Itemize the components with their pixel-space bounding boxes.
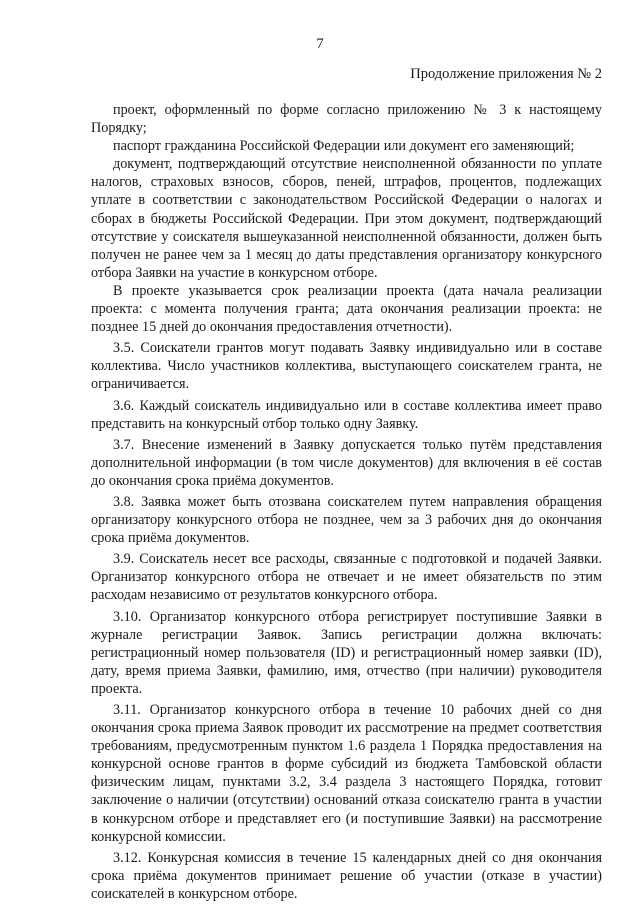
paragraph-3-5: 3.5. Соискатели грантов могут подавать Заявку индивидуально или в составе коллектива. Число участников коллектива, выступающего соискателем гранта, не ограничивается. <box>91 340 602 393</box>
paragraph-3-6: 3.6. Каждый соискатель индивидуально или в составе коллектива имеет право представить на конкурсный отбор только одну Заявку. <box>91 397 602 432</box>
paragraph-3-8: 3.8. Заявка может быть отозвана соискателем путем направления обращения организатору конкурсного отбора не позднее, чем за 3 рабочих дня до окончания срока приёма документов. <box>91 493 602 547</box>
paragraph-3-11: 3.11. Организатор конкурсного отбора в течение 10 рабочих дней со дня окончания срока приема Заявок проводит их рассмотрение на предмет соответствия требованиям, предусмотренным пунктом 1.6 раздела 1 Порядка предоставления на конкурсной основе грантов в форме субсидий из бюджета Тамбовской области физическим лицам, пунктами 3.2, 3.4 раздела 3 настоящего Порядка, готовит заключение о наличии (отсутствии) оснований отказа соискателю гранта в участии в конкурсном отборе и представляет его (и поступившие Заявки) на рассмотрение конкурсной комиссии. <box>91 702 602 845</box>
paragraph-3-12: 3.12. Конкурсная комиссия в течение 15 календарных дней со дня окончания срока приёма документов принимает решение об участии (отказе в участии) соискателей в конкурсном отборе. <box>91 849 602 902</box>
paragraph-project-form: проект, оформленный по форме согласно приложению № 3 к настоящему Порядку; <box>91 102 602 137</box>
paragraph-tax-document: документ, подтверждающий отсутствие неисполненной обязанности по уплате налогов, страховых взносов, сборов, пеней, штрафов, процентов, подлежащих уплате в соответствии с законодательством Российской Федерации о налогах и сборах в бюджеты Российской Федерации. При этом документ, подтверждающий отсутствие у соискателя вышеуказанной неисполненной обязанности, должен быть получен не ранее чем за 1 месяц до даты представления организатору конкурсного отбора Заявки на участие в конкурсном отборе. <box>91 156 602 281</box>
paragraph-3-9: 3.9. Соискатель несет все расходы, связанные с подготовкой и подачей Заявки. Организатор конкурсного отбора не отвечает и не имеет обязательств по этим расходам независимо от результатов конкурсного отбора. <box>91 551 602 604</box>
paragraph-3-7: 3.7. Внесение изменений в Заявку допускается только путём представления дополнительной информации (в том числе документов) для включения в её состав до окончания срока приёма документов. <box>91 436 602 489</box>
paragraph-3-10: 3.10. Организатор конкурсного отбора регистрирует поступившие Заявки в журнале регистрации Заявок. Запись регистрации должна включать: регистрационный номер пользователя (ID) и регистрационный номер заявки (ID), дату, время приема Заявки, фамилию, имя, отчество (при наличии) руководителя проекта. <box>91 608 602 697</box>
document-body <box>91 101 602 903</box>
page-number: 7 <box>316 36 324 52</box>
paragraph-project-term: В проекте указывается срок реализации проекта (дата начала реализации проекта: с момента получения гранта; дата окончания реализации проекта: не позднее 15 дней до окончания предоставления отчетности). <box>91 282 602 336</box>
paragraph-passport: паспорт гражданина Российской Федерации или документ его заменяющий; <box>113 138 575 155</box>
appendix-continuation-note: Продолжение приложения № 2 <box>410 66 602 82</box>
